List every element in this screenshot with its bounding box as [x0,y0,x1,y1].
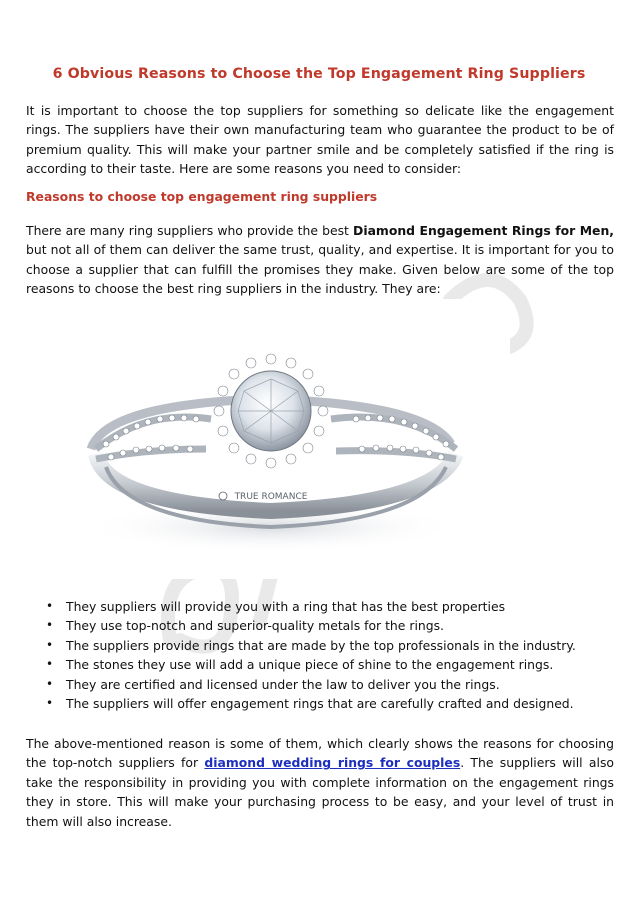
ring-engraving: TRUE ROMANCE [234,492,308,502]
body-text-before: There are many ring suppliers who provide the best [26,223,354,238]
conclusion-text-after: . The suppliers will also take the responsibility in providing you with complete information on the engagement rings they in store. This will make your purchasing process to be easy, and your level of trust in them will also increase. [26,755,614,829]
list-item-text: The suppliers will offer engagement rings that are carefully crafted and designed. [66,695,574,711]
list-item [26,675,616,694]
body-text-after: but not all of them can deliver the same trust, quality, and expertise. It is important for you to choose a supplier that can fulfill the promises they make. Given below are some of the top reasons to choose the best ring suppliers in the industry. They are: [26,242,614,297]
body-paragraph [26,221,614,299]
bullet-icon: • [46,618,54,633]
conclusion-text-before: The above-mentioned reason is some of them, which clearly shows the reasons for choosing the top-notch suppliers for [26,736,614,771]
list-item [26,655,616,674]
wedding-rings-link[interactable]: diamond wedding rings for couples [204,755,461,771]
ring-photo [26,299,510,579]
list-item [26,636,616,655]
bullet-icon: • [46,599,54,613]
intro-paragraph: It is important to choose the top suppliers for something so delicate like the engagement rings. The suppliers have their own manufacturing team who guarantee the product to be of premium quality. This will make your partner smile and be completely satisfied if the ring is according to their taste. Here are some reasons you need to consider: [26,103,614,177]
bullet-icon: • [46,695,54,710]
list-item-text: They use top-notch and superior-quality metals for the rings. [66,618,444,634]
bullet-icon: • [46,637,54,652]
conclusion-paragraph [26,734,614,831]
bullet-icon: • [46,676,54,691]
list-item-text: They are certified and licensed under the law to deliver you the rings. [66,676,500,692]
list-item-text: The stones they use will add a unique piece of shine to the engagement rings. [66,657,554,673]
copyright-icon [219,492,227,500]
page-title: 6 Obvious Reasons to Choose the Top Engagement Ring Suppliers [52,66,586,82]
body-bold-phrase: Diamond Engagement Rings for Men, [353,223,614,238]
list-item [26,694,616,713]
list-item-text: The suppliers provide rings that are made by the top professionals in the industry. [66,637,576,653]
ring-illustration [26,299,510,579]
bullet-icon: • [46,657,54,672]
list-item-text: They suppliers will provide you with a ring that has the best properties [66,599,506,614]
section-subheading: Reasons to choose top engagement ring suppliers [26,189,378,204]
list-item [26,597,616,616]
reasons-list [26,597,616,713]
list-item [26,616,616,635]
